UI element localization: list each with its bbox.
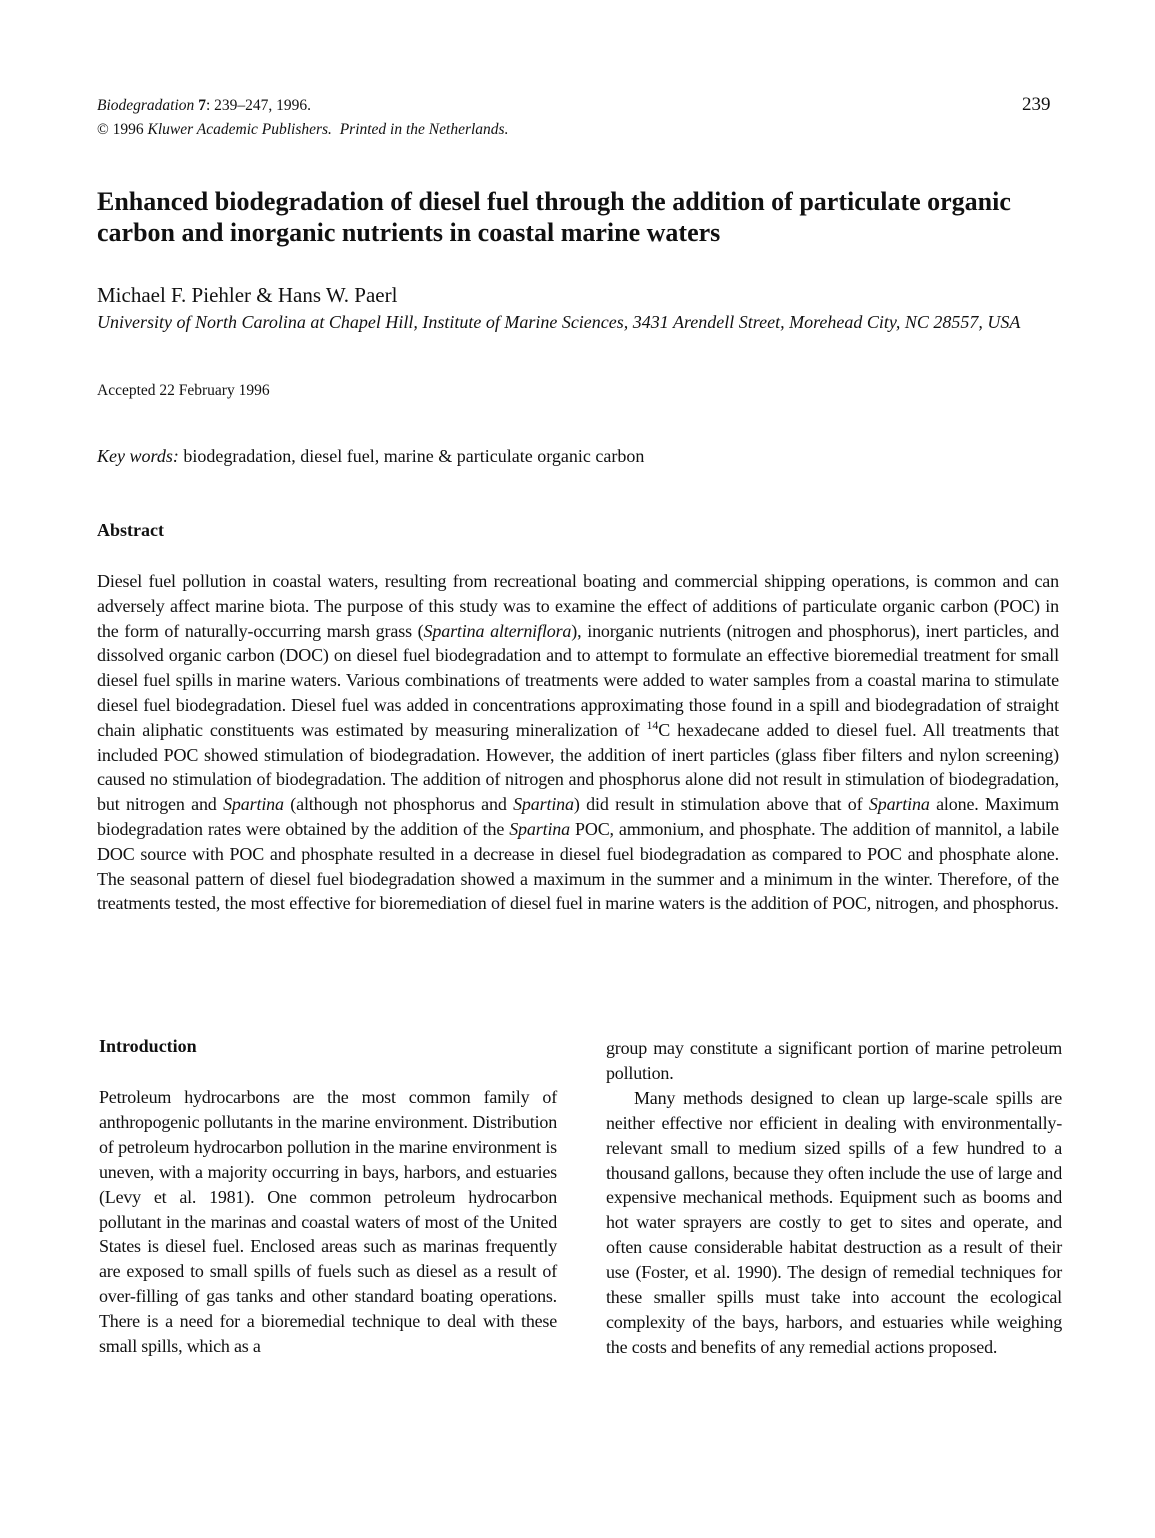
right-column xyxy=(606,1036,1062,1360)
species-name: Spartina alterniflora xyxy=(423,620,572,641)
abstract-text-2: ), inorganic nutrients (nitrogen and phosphorus), inert particles, and dissolved organic carbon (DOC) on diesel fuel biodegradation and to attempt to formulate an effective bioremedial treatment for small diesel fuel spills in marine waters. Various combinations of treatments were added to water samples from a coastal marina to stimulate diesel fuel biodegradation. Diesel fuel was added in concentrations approximating those found in a spill and biodegradation of straight chain aliphatic constituents was estimated by measuring mineralization of xyxy=(97,620,1059,740)
keywords-line xyxy=(97,446,644,467)
abstract-paragraph xyxy=(97,569,1059,916)
page-number: 239 xyxy=(1022,94,1051,115)
author-list: Michael F. Piehler & Hans W. Paerl xyxy=(97,283,398,307)
copyright-symbol: © xyxy=(97,121,109,138)
keywords-label: Key words: xyxy=(97,446,179,466)
introduction-paragraph-1: Petroleum hydrocarbons are the most common family of anthropogenic pollutants in the marine environment. Distribution of petroleum hydrocarbon pollution in the marine environment is uneven, with a majority occurring in bays, harbors, and estuaries (Levy et al. 1981). One common petroleum hydrocarbon pollutant in the marinas and coastal waters of most of the United States is diesel fuel. Enclosed areas such as marinas frequently are exposed to small spills of fuels such as diesel as a result of over-filling of gas tanks and other standard boating operations. There is a need for a bioremedial technique to deal with these small spills, which as a xyxy=(99,1087,557,1357)
genus-name-2: Spartina xyxy=(513,794,574,815)
journal-citation xyxy=(97,94,508,142)
accepted-date: Accepted 22 February 1996 xyxy=(97,382,270,399)
genus-name-4: Spartina xyxy=(509,818,571,839)
journal-pages-year: : 239–247, 1996. xyxy=(205,97,311,114)
printed-location: Printed in the Netherlands. xyxy=(339,121,509,138)
publisher-name: Kluwer Academic Publishers. xyxy=(147,121,332,138)
abstract-text-1: Diesel fuel pollution in coastal waters, resulting from recreational boating and commercial shipping operations, is common and can adversely affect marine biota. The purpose of this study was to examine the effect of additions of particulate organic carbon (POC) in the form of naturally-occurring marsh grass ( xyxy=(97,571,1059,641)
paper-title: Enhanced biodegradation of diesel fuel through the addition of particulate organic carbon and inorganic nutrients in coastal marine waters xyxy=(97,187,1011,247)
genus-name-3: Spartina xyxy=(868,794,930,815)
copyright-line xyxy=(97,118,508,142)
introduction-heading: Introduction xyxy=(99,1036,197,1056)
abstract-text-3: C hexadecane added to diesel fuel. All treatments that included POC showed stimulation of biodegradation. However, the addition of inert particles (glass fiber filters and nylon screening) caused no stimulation of biodegradation. The addition of nitrogen and phosphorus alone did not result in stimulation of biodegradation, but nitrogen and xyxy=(97,719,1059,815)
copyright-year: 1996 xyxy=(108,121,148,138)
keywords-text: biodegradation, diesel fuel, marine & particulate organic carbon xyxy=(178,446,645,466)
abstract-text-6: alone. Maximum biodegradation rates were obtained by the addition of the xyxy=(97,794,1059,839)
journal-volume: 7 xyxy=(198,97,206,114)
introduction-paragraph-2: Many methods designed to clean up large-scale spills are neither effective nor efficient in dealing with environmentally-relevant small to medium sized spills of a few hundred to a thousand gallons, because they often include the use of large and expensive mechanical methods. Equipment such as booms and hot water sprayers are costly to get to sites and operate, and often cause considerable habitat destruction as a result of their use (Foster, et al. 1990). The design of remedial techniques for these smaller spills must take into account the ecological complexity of the bays, harbors, and estuaries while weighing the costs and benefits of any remedial actions proposed. xyxy=(606,1087,1062,1357)
abstract-text-5: ) did result in stimulation above that of xyxy=(573,794,869,815)
author-affiliation: University of North Carolina at Chapel Hill, Institute of Marine Sciences, 3431 Arendell Street, Morehead City, NC 28557, USA xyxy=(97,312,1021,332)
introduction-paragraph-1-continued: group may constitute a significant portion of marine petroleum pollution. xyxy=(606,1038,1062,1083)
isotope-superscript: 14 xyxy=(646,717,659,732)
journal-name: Biodegradation xyxy=(97,97,195,114)
journal-line xyxy=(97,94,508,118)
genus-name-1: Spartina xyxy=(223,794,284,815)
abstract-heading: Abstract xyxy=(97,520,164,540)
abstract-text-4: (although not phosphorus and xyxy=(283,794,514,815)
abstract-text-7: POC, ammonium, and phosphate. The addition of mannitol, a labile DOC source with POC and phosphate resulted in a decrease in diesel fuel biodegradation as compared to POC and phosphate alone. The seasonal pattern of diesel fuel biodegradation showed a maximum in the summer and a minimum in the winter. Therefore, of the treatments tested, the most effective for bioremediation of diesel fuel in marine waters is the addition of POC, nitrogen, and phosphorus. xyxy=(97,818,1060,914)
